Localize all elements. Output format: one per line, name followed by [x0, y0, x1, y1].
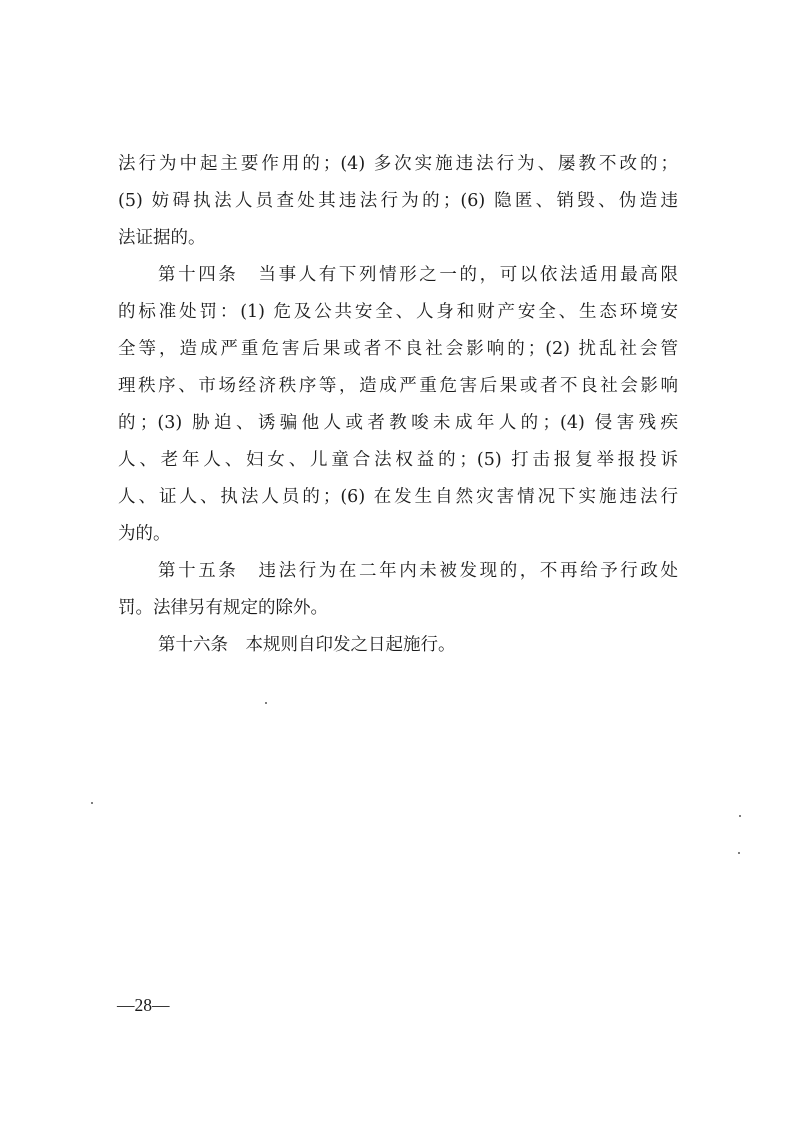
text-line: 法行为中起主要作用的；(4) 多次实施违法行为、屡教不改的；: [118, 154, 678, 174]
text-line: 全等，造成严重危害后果或者不良社会影响的；(2) 扰乱社会管: [118, 339, 678, 359]
text-line: 法证据的。: [118, 228, 206, 248]
text-line: 的；(3) 胁迫、诱骗他人或者教唆未成年人的；(4) 侵害残疾: [118, 413, 678, 433]
scan-speck: [738, 852, 740, 854]
text-line: 人、证人、执法人员的；(6) 在发生自然灾害情况下实施违法行: [118, 487, 678, 507]
text-line: 的标准处罚：(1) 危及公共安全、人身和财产安全、生态环境安: [118, 302, 678, 322]
scan-speck: [265, 702, 267, 704]
scan-speck: [91, 802, 93, 804]
text-line: (5) 妨碍执法人员查处其违法行为的；(6) 隐匿、销毁、伪造违: [118, 191, 678, 211]
page-number: —28—: [117, 995, 170, 1015]
article-16-line: 第十六条 本规则自印发之日起施行。: [158, 635, 456, 655]
text-line: 人、老年人、妇女、儿童合法权益的；(5) 打击报复举报投诉: [118, 450, 678, 470]
text-line: 罚。法律另有规定的除外。: [118, 598, 328, 618]
text-line: 为的。: [118, 524, 171, 544]
scan-speck: [739, 815, 741, 817]
text-line: 理秩序、市场经济秩序等，造成严重危害后果或者不良社会影响: [118, 376, 678, 396]
article-15-first-line: 第十五条 违法行为在二年内未被发现的，不再给予行政处: [158, 561, 678, 581]
article-14-first-line: 第十四条 当事人有下列情形之一的，可以依法适用最高限: [158, 265, 678, 285]
